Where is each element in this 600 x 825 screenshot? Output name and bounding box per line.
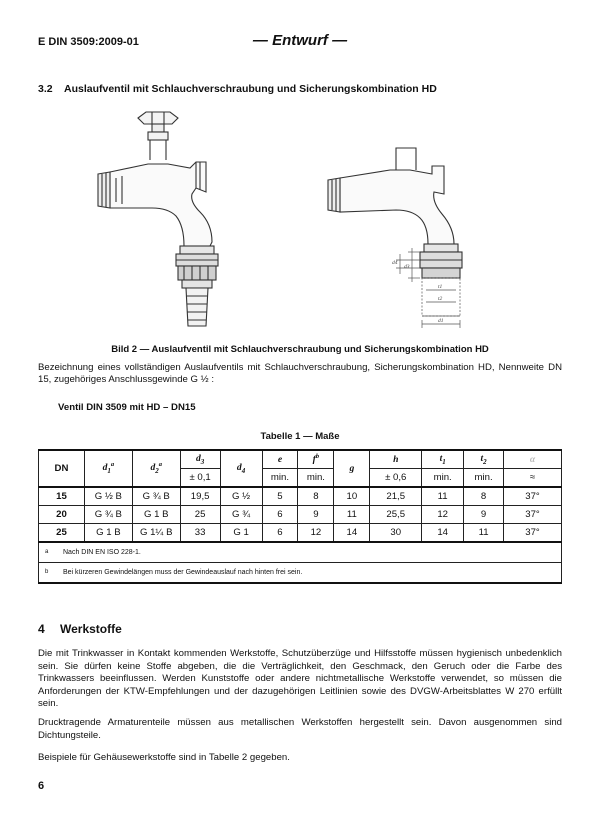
- dimensions-table: [38, 449, 562, 584]
- section-heading: [38, 83, 437, 95]
- footnote-text: Bei kürzeren Gewindelängen muss der Gewindeauslauf nach hinten frei sein.: [63, 569, 303, 576]
- valve-figure: [60, 104, 540, 336]
- dim-label-d1: d1: [438, 318, 444, 324]
- col-f: $f^b$: [298, 450, 334, 469]
- col-alpha: α: [504, 450, 562, 469]
- valve-drawing-left: [98, 112, 218, 326]
- col-g: g: [334, 450, 370, 487]
- document-id: E DIN 3509:2009-01: [38, 36, 139, 48]
- col-t1: $t_1$: [422, 450, 464, 469]
- sub-h: ± 0,6: [370, 469, 422, 488]
- materials-paragraph-2: Drucktragende Armaturenteile müssen aus metallischen Werkstoffen hergestellt sein. Davon ausgenommen sind Dichtungsteile.: [38, 717, 562, 741]
- designation-text: Bezeichnung eines vollständigen Auslaufventils mit Schlauchverschraubung, Sicherungskombination HD, Nennweite DN 15, zugehöriges Anschlussgewinde G ½ :: [38, 362, 562, 385]
- section-number: 3.2: [38, 83, 53, 95]
- dim-label-t1: t1: [438, 284, 443, 290]
- section4-title: Werkstoffe: [60, 622, 122, 636]
- table-header-row: [39, 450, 562, 469]
- section4-number: 4: [38, 622, 45, 636]
- dim-label-d4: d4: [392, 260, 398, 266]
- draft-status: — Entwurf —: [252, 32, 348, 49]
- footnote-text: Nach DIN EN ISO 228-1.: [63, 549, 141, 556]
- col-t2: $t_2$: [464, 450, 504, 469]
- section-title: Auslaufventil mit Schlauchverschraubung und Sicherungskombination HD: [64, 83, 437, 95]
- col-d2: $d_2^a$: [132, 450, 180, 487]
- col-h: h: [370, 450, 422, 469]
- table-row: 20 G ¾ B G 1 B 25 G ¾ 6 9 11 25,5 12 9 37°: [39, 506, 562, 524]
- sub-t1: min.: [422, 469, 464, 488]
- col-d3: $d_3$: [180, 450, 220, 469]
- sub-f: min.: [298, 469, 334, 488]
- table-title: Tabelle 1 — Maße: [260, 431, 340, 442]
- section4-heading: [38, 622, 122, 636]
- figure-caption: Bild 2 — Auslaufventil mit Schlauchverschraubung und Sicherungskombination HD: [111, 344, 489, 355]
- table-footnote: [39, 542, 562, 563]
- col-d4: $d_4$: [220, 450, 262, 487]
- sub-e: min.: [262, 469, 298, 488]
- footnote-mark: a: [45, 549, 49, 555]
- dim-label-t2: t2: [438, 296, 443, 302]
- col-dn: DN: [39, 450, 85, 487]
- table-row: 25 G 1 B G 1¼ B 33 G 1 6 12 14 30 14 11 37°: [39, 524, 562, 543]
- col-d1: $d_1^a$: [84, 450, 132, 487]
- page-number: 6: [38, 780, 45, 792]
- sub-d3: ± 0,1: [180, 469, 220, 488]
- sub-alpha: ≈: [504, 469, 562, 488]
- materials-paragraph-3: Beispiele für Gehäusewerkstoffe sind in Tabelle 2 gegeben.: [38, 752, 290, 763]
- table-row: 15 G ½ B G ¾ B 19,5 G ½ 5 8 10 21,5 11 8 37°: [39, 487, 562, 506]
- sub-t2: min.: [464, 469, 504, 488]
- col-e: e: [262, 450, 298, 469]
- designation-example: Ventil DIN 3509 mit HD – DN15: [58, 402, 196, 413]
- materials-paragraph-1: Die mit Trinkwasser in Kontakt kommenden Werkstoffe, Schutzüberzüge und Hilfsstoffe müssen hygienisch unbedenklich sein. Sie dürfen keine Stoffe abgeben, die die Verträglichkeit, den Geschmack, den Geruch oder die Farbe des Trinkwassers beeinflussen. Werden Kunststoffe oder andere nichtmetallische Werkstoffe verwendet, so müssen die Anforderungen der KTW-Empfehlungen und der dazugehörigen Leitlinien sowie des DVGW-Arbeitsblattes W 270 erfüllt sein.: [38, 648, 562, 709]
- table-footnote: [39, 563, 562, 584]
- dim-label-d3: d3: [404, 264, 410, 270]
- footnote-mark: b: [45, 569, 49, 575]
